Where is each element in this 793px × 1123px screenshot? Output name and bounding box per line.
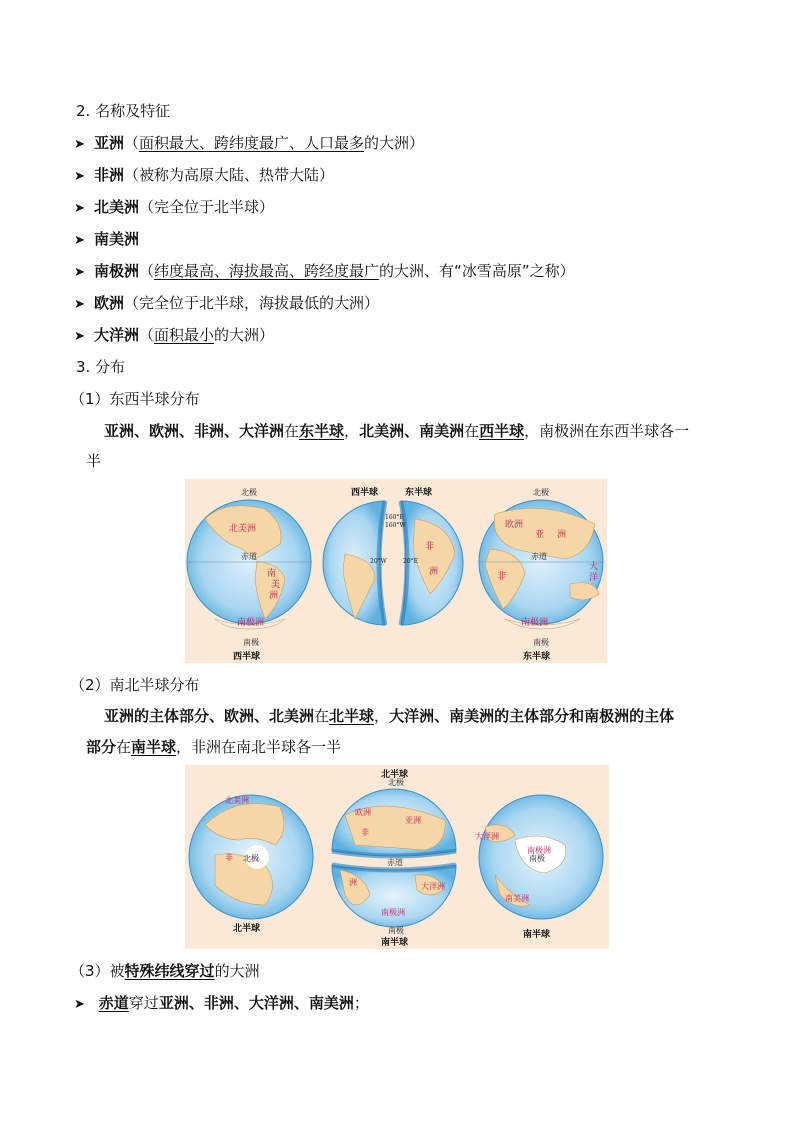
label-sa2: 美	[271, 580, 281, 590]
hemisphere-north-south-figure	[185, 765, 609, 949]
label-af: 非	[225, 853, 233, 862]
label-pole-n: 北极	[388, 778, 404, 787]
list-item: ➤ 赤道穿过亚洲、非洲、大洋洲、南美洲；	[74, 992, 369, 1016]
label-right-bottom: 南半球	[523, 930, 551, 940]
label-equator-right: 赤道	[531, 552, 547, 561]
label-oc2: 洋	[589, 573, 599, 583]
label-bottom: 南半球	[381, 938, 409, 948]
label-ant: 南极洲	[381, 908, 405, 917]
label-top-right: 北极	[533, 488, 549, 497]
label-top-left: 北极	[241, 488, 257, 497]
label-pole-n2: 北极	[243, 854, 259, 863]
label-east: 东半球	[405, 488, 433, 498]
label-af2: 非	[361, 828, 369, 837]
label-ant: 南极洲	[237, 618, 265, 628]
label-160w: 160°W	[385, 522, 406, 529]
section3-heading: 3. 分布	[76, 358, 126, 376]
hemisphere-east-west-figure	[185, 479, 607, 663]
paragraph-continued: 半	[86, 452, 102, 470]
label-as2: 洲	[557, 530, 567, 540]
label-ant2: 南极洲	[527, 846, 551, 855]
list-item: ➤ 北美洲（完全位于北半球）	[74, 196, 274, 220]
label-na: 北美洲	[225, 796, 249, 805]
label-pole-left: 南极	[243, 638, 259, 647]
label-sa3: 洲	[269, 591, 279, 601]
paragraph-continued: 部分在南半球，非洲在南北半球各一半	[86, 738, 342, 756]
subsection-title: （3）被特殊纬线穿过的大洲	[70, 962, 260, 980]
label-af-r: 非	[497, 572, 507, 582]
label-20e: 20°E	[403, 558, 419, 565]
label-pole-s: 南极	[388, 926, 404, 935]
subsection-title: （1）东西半球分布	[70, 390, 200, 408]
label-west: 西半球	[351, 488, 379, 498]
label-sa2: 洲	[349, 878, 357, 887]
label-20w: 20°W	[370, 558, 387, 565]
list-item: ➤ 大洋洲（面积最小的大洲）	[74, 324, 274, 348]
label-oc2: 大洋洲	[475, 832, 499, 841]
arrow-bullet-icon: ➤	[74, 997, 85, 1012]
list-item: ➤ 南美洲	[74, 228, 139, 252]
label-as1: 亚	[535, 530, 545, 540]
label-af2: 洲	[429, 567, 439, 577]
label-bottom-west: 西半球	[233, 652, 261, 662]
arrow-bullet-icon: ➤	[74, 265, 85, 280]
paragraph: 亚洲的主体部分、欧洲、北美洲在北半球，大洋洲、南美洲的主体部分和南极洲的主体	[104, 707, 675, 725]
label-bottom-east: 东半球	[523, 652, 551, 662]
arrow-bullet-icon: ➤	[74, 297, 85, 312]
arrow-bullet-icon: ➤	[74, 137, 85, 152]
label-left-bottom: 北半球	[233, 924, 261, 934]
section2-heading: 2. 名称及特征	[76, 102, 171, 120]
label-eu: 欧洲	[505, 520, 524, 530]
list-item: ➤ 南极洲（纬度最高、海拔最高、跨经度最广的大洲、有“冰雪高原”之称）	[74, 260, 575, 284]
arrow-bullet-icon: ➤	[74, 169, 85, 184]
arrow-bullet-icon: ➤	[74, 201, 85, 216]
label-oc1: 大	[589, 562, 599, 572]
list-item: ➤ 亚洲（面积最大、跨纬度最广、人口最多的大洲）	[74, 132, 424, 156]
label-af: 非	[425, 542, 435, 552]
label-equator: 赤道	[387, 858, 403, 867]
subsection-title: （2）南北半球分布	[70, 676, 200, 694]
list-item: ➤ 欧洲（完全位于北半球，海拔最低的大洲）	[74, 292, 379, 316]
label-na: 北美洲	[229, 524, 257, 534]
label-pole-right: 南极	[533, 638, 549, 647]
label-oc: 大洋洲	[421, 882, 445, 891]
label-pole-s2: 南极	[529, 854, 545, 863]
label-sa1: 南	[267, 569, 277, 579]
label-top: 北半球	[381, 770, 409, 780]
arrow-bullet-icon: ➤	[74, 233, 85, 248]
list-item: ➤ 非洲（被称为高原大陆、热带大陆）	[74, 164, 334, 188]
label-sa: 南美洲	[505, 894, 529, 903]
label-ant2: 南极洲	[521, 618, 549, 628]
label-equator-left: 赤道	[241, 552, 257, 561]
paragraph: 亚洲、欧洲、非洲、大洋洲在东半球，北美洲、南美洲在西半球，南极洲在东西半球各一	[104, 422, 690, 440]
label-as: 亚洲	[405, 816, 421, 825]
label-160e: 160°E	[385, 514, 404, 521]
label-eu: 欧洲	[355, 808, 371, 817]
arrow-bullet-icon: ➤	[74, 329, 85, 344]
